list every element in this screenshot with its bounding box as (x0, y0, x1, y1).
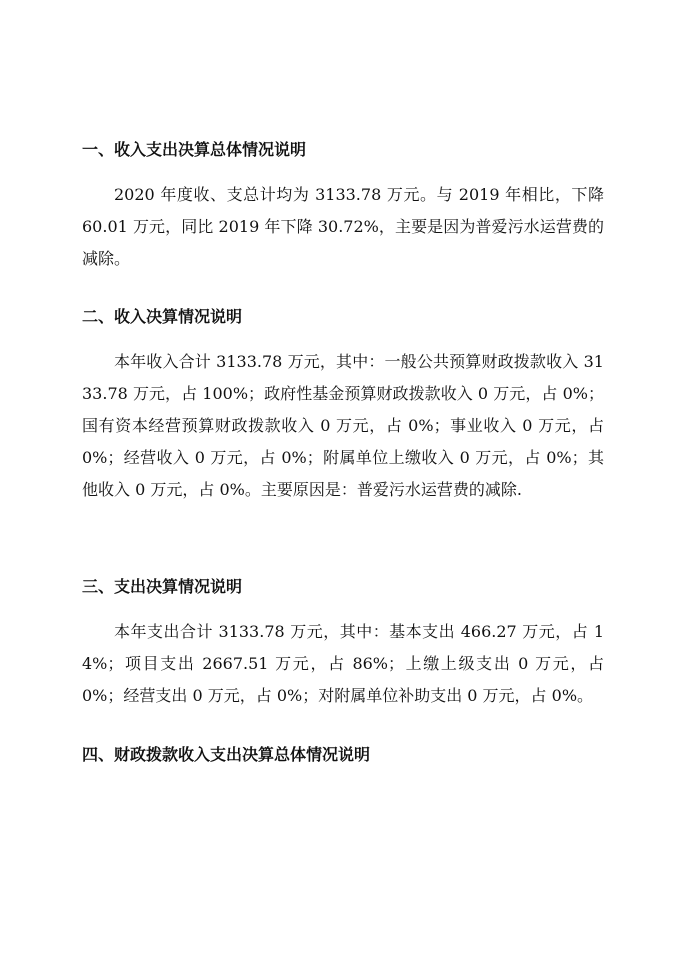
section-heading-expenditure: 三、支出决算情况说明 (82, 577, 243, 596)
section-heading-fiscal-appropriation: 四、财政拨款收入支出决算总体情况说明 (82, 745, 371, 764)
section-paragraph-income: 本年收入合计 3133.78 万元，其中：一般公共预算财政拨款收入 3133.78 万元，占 100%；政府性基金预算财政拨款收入 0 万元，占 0%；国有资本经营预算财政拨款收入 0 万元，占 0%；事业收入 0 万元，占 0%；经营收入 0 万元，占 0%；附属单位上缴收入 0 万元，占 0%；其他收入 0 万元，占 0%。主要原因是：普爱污水运营费的减除. (82, 352, 604, 499)
section-paragraph-expenditure: 本年支出合计 3133.78 万元，其中：基本支出 466.27 万元，占 14%；项目支出 2667.51 万元，占 86%；上缴上级支出 0 万元，占 0%；经营支出 0 万元，占 0%；对附属单位补助支出 0 万元，占 0%。 (82, 622, 604, 705)
section-heading-overall: 一、收入支出决算总体情况说明 (82, 140, 307, 159)
section-paragraph-overall: 2020 年度收、支总计均为 3133.78 万元。与 2019 年相比，下降 60.01 万元，同比 2019 年下降 30.72%，主要是因为普爱污水运营费的减除。 (82, 185, 604, 268)
section-heading-income: 二、收入决算情况说明 (82, 307, 243, 326)
